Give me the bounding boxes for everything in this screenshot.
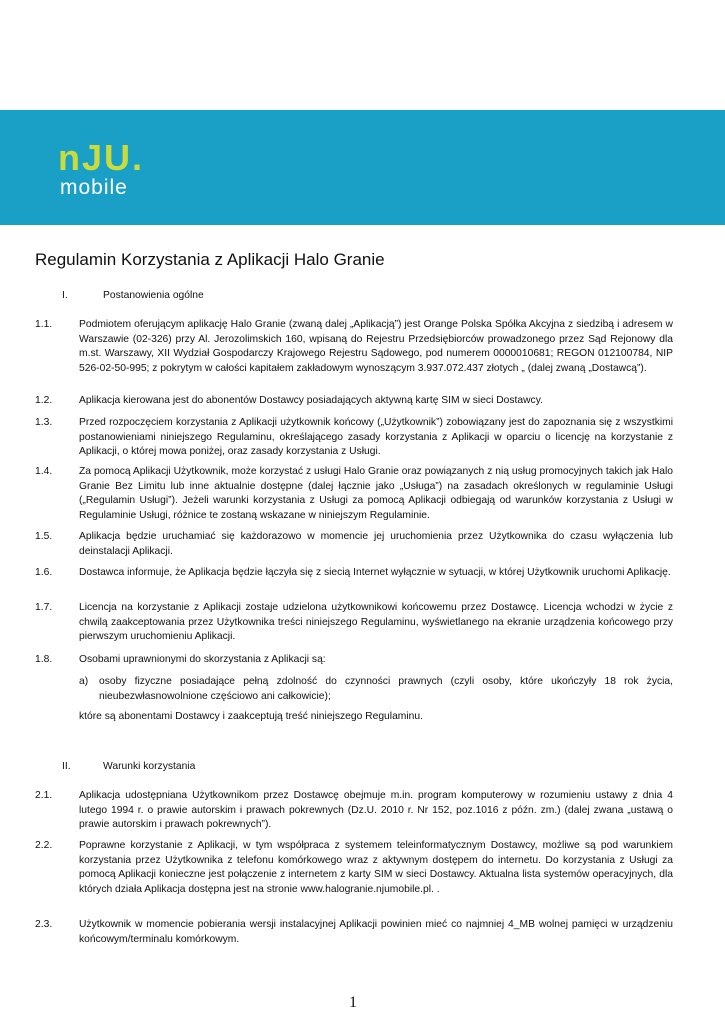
clause-1-8	[35, 653, 673, 668]
clause-1-3	[35, 416, 673, 460]
clause-number: 2.1.	[35, 790, 53, 801]
logo-brand-bottom: mobile	[60, 176, 128, 199]
clause-text: Przed rozpoczęciem korzystania z Aplikacji użytkownik końcowy („Użytkownik”) zobowiązany jest do zapoznania się z wszystkimi postanowieniami niniejszego Regulaminu, określającego zasady korzystania z Aplikacji w oparciu o licencję na korzystanie z Aplikacji, o której mowa poniżej, oraz zasady korzystania z Usługi.	[79, 417, 673, 457]
clause-number: 2.2.	[35, 840, 53, 851]
clause-number: 1.1.	[35, 319, 53, 330]
clause-1-7	[35, 601, 673, 645]
document-title: Regulamin Korzystania z Aplikacji Halo Granie	[35, 250, 385, 269]
clause-text: Aplikacja kierowana jest do abonentów Dostawcy posiadających aktywną kartę SIM w sieci Dostawcy.	[79, 395, 543, 406]
clause-text: Podmiotem oferującym aplikację Halo Granie (zwaną dalej „Aplikacją”) jest Orange Polska Spółka Akcyjna z siedzibą i adresem w Warszawie (02-326) przy Al. Jerozolimskich 160, wpisaną do Rejestru Przedsiębiorców prowadzonego przez Sąd Rejonowy dla m.st. Warszawy, XII Wydział Gospodarczy Krajowego Rejestru Sądowego, pod numerem 0000010681; REGON 012100784, NIP 526-02-50-995; z pokrytym w całości kapitałem zakładowym wynoszącym 3.937.072.437 złotych „ (dalej zwaną „Dostawcą”).	[79, 319, 673, 374]
clause-number: 1.6.	[35, 567, 53, 578]
clause-text: Poprawne korzystanie z Aplikacji, w tym współpraca z systemem teleinformatycznym Dostawcy, możliwe są pod warunkiem korzystania przez Użytkownika z telefonu komórkowego wraz z aktywnym dostępem do internetu. Do korzystania z Usługi za pomocą Aplikacji konieczne jest połączenie z internetem z karty SIM w sieci Dostawcy. Aktualna lista systemów operacyjnych, dla których działa Aplikacja dostępna jest na stronie www.halogranie.njumobile.pl. .	[79, 840, 673, 895]
clause-2-1	[35, 789, 673, 833]
clause-text: Aplikacja będzie uruchamiać się każdorazowo w momencie jej uruchomienia przez Użytkownika do czasu wyłączenia lub deinstalacji Aplikacji.	[79, 531, 673, 557]
clause-1-4	[35, 465, 673, 523]
clause-number: 1.8.	[35, 654, 53, 665]
section-title: Warunki korzystania	[103, 761, 196, 772]
clause-text: Za pomocą Aplikacji Użytkownik, może korzystać z usługi Halo Granie oraz powiązanych z nią usług promocyjnych takich jak Halo Granie Bez Limitu lub inne aktualnie dostępne (dalej łącznie jako „Usługa”) na zasadach określonych w regulaminie Usługi („Regulamin Usługi”). Jeżeli warunki korzystania z Usługi za pomocą Aplikacji odbiegają od warunków korzystania z Usługi w Regulaminie Usługi, różnice te zostaną wskazane w niniejszym Regulaminie.	[79, 466, 673, 521]
clause-text: Użytkownik w momencie pobierania wersji instalacyjnej Aplikacji powinien mieć co najmniej 4_MB wolnej pamięci w urządzeniu końcowym/terminalu komórkowym.	[79, 919, 673, 945]
logo-brand-top: nJU.	[58, 140, 145, 178]
clause-1-1	[35, 318, 673, 376]
clause-1-8-continuation: które są abonentami Dostawcy i zaakceptują treść niniejszego Regulaminu.	[79, 711, 423, 722]
section-number: I.	[62, 290, 68, 301]
clause-text: Dostawca informuje, że Aplikacja będzie łączyła się z siecią Internet wyłącznie w sytuacji, w której Użytkownik uruchomi Aplikację.	[79, 567, 671, 578]
clause-1-5	[35, 530, 673, 559]
clause-number: 1.2.	[35, 395, 53, 406]
list-text: osoby fizyczne posiadające pełną zdolność do czynności prawnych (czyli osoby, które ukończyły 18 rok życia, nieubezwłasnowolnione częściowo ani całkowicie);	[99, 676, 673, 702]
clause-1-2	[35, 394, 673, 409]
clause-number: 1.4.	[35, 466, 53, 477]
clause-text: Osobami uprawnionymi do skorzystania z Aplikacji są:	[79, 654, 326, 665]
list-marker: a)	[79, 676, 89, 687]
clause-text: Licencja na korzystanie z Aplikacji zostaje udzielona użytkownikowi końcowemu przez Dostawcę. Licencja wchodzi w życie z chwilą zaakceptowania przez Użytkownika treści niniejszego Regulaminu, wyświetlanego na ekranie urządzenia końcowego przy pierwszym uruchomieniu Aplikacji.	[79, 602, 673, 642]
nju-mobile-logo	[58, 140, 178, 200]
page-number: 1	[349, 994, 357, 1011]
clause-number: 1.7.	[35, 602, 53, 613]
clause-text: Aplikacja udostępniana Użytkownikom przez Dostawcę obejmuje m.in. program komputerowy w rozumieniu ustawy z dnia 4 lutego 1994 r. o prawie autorskim i prawach pokrewnych (Dz.U. 2010 r. Nr 152, poz.1016 z późn. zm.) (dalej zwana „ustawą o prawie autorskim i prawach pokrewnych”).	[79, 790, 673, 830]
clause-2-3	[35, 918, 673, 947]
clause-number: 2.3.	[35, 919, 53, 930]
clause-2-2	[35, 839, 673, 897]
clause-1-6	[35, 566, 673, 581]
section-number: II.	[62, 761, 71, 772]
clause-number: 1.3.	[35, 417, 53, 428]
clause-number: 1.5.	[35, 531, 53, 542]
section-title: Postanowienia ogólne	[103, 290, 204, 301]
clause-1-8-sub-a	[79, 675, 673, 704]
